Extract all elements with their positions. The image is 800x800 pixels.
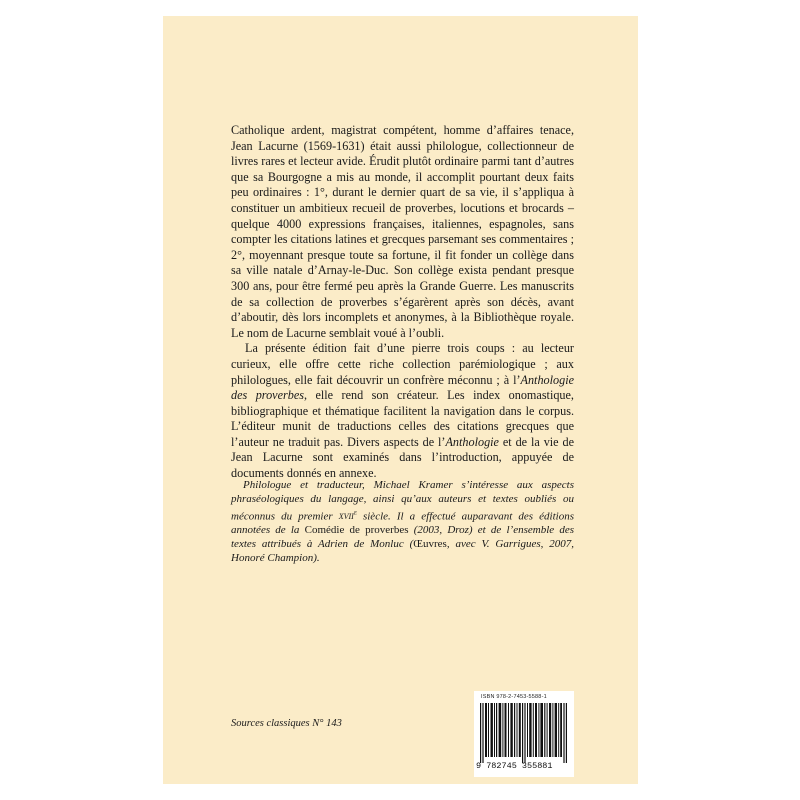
isbn-label: ISBN 978-2-7453-5588-1 xyxy=(481,694,547,700)
century-numeral xyxy=(339,510,357,522)
summary-paragraph-1: Catholique ardent, magistrat compétent, homme d’affaires tenace, Jean Lacurne (1569-1631) était aussi philologue, collectionneur de livres rares et lecteur avide. Érudit plutôt ordinaire parmi tant d’autres que sa Bourgogne a mis au monde, il accomplit pourtant deux faits peu ordinaires : 1°, durant le dernier quart de sa vie, il s’appliqua à constituer un ambitieux recueil de proverbes, locutions et brocards – quelque 4000 expressions françaises, italiennes, espagnoles, sans compter les citations latines et grecques parsemant ses commentaires ; 2°, moyennant presque toute sa fortune, il fit fonder un collège dans sa ville natale d’Arnay-le-Duc. Son collège exista pendant presque 300 ans, pour être fermé peu après la Grande Guerre. Les manuscrits de sa collection de proverbes s’égarèrent après son décès, avant d’aboutir, dès lors incomplets et anonymes, à la Bibliothèque royale. Le nom de Lacurne semblait voué à l’oubli. xyxy=(231,123,574,340)
bio-text-run: , avec V. Garrigues, 2007, Honoré Champion). xyxy=(231,537,574,564)
author-bio-paragraph xyxy=(231,479,574,565)
book-title-comedie-de-proverbes: Comédie de proverbes xyxy=(304,524,409,537)
bio-text-run: Philologue et traducteur, Michael Kramer s’intéresse aux aspects phraséologiques du langage, ainsi qu’aux auteurs et textes oubliés ou méconnus du premier xyxy=(231,479,574,523)
book-title-oeuvres: Œuvres xyxy=(413,537,447,550)
barcode xyxy=(474,691,574,777)
barcode-digits: 9 782745 355881 xyxy=(476,761,553,771)
century-superscript: e xyxy=(353,508,357,517)
book-back-cover xyxy=(163,16,638,784)
barcode-bars xyxy=(480,703,568,763)
book-title-anthologie: Anthologie xyxy=(445,434,499,449)
book-title-anthologie-des-proverbes: Anthologie des proverbes xyxy=(231,372,574,403)
author-bio xyxy=(231,479,574,565)
summary-paragraph-2 xyxy=(231,341,574,481)
series-label: Sources classiques N° 143 xyxy=(231,718,342,729)
summary-text-run: La présente édition fait d’une pierre trois coups : au lecteur curieux, elle offre cette riche collection parémiologique ; aux philologues, elle fait découvrir un confrère méconnu ; à l’ xyxy=(231,341,574,387)
summary-text-run: et de la vie de Jean Lacurne sont examinés dans l’introduction, appuyée de documents donnés en annexe. xyxy=(231,434,574,481)
century-text: xvii xyxy=(338,510,354,523)
summary-text xyxy=(231,123,574,482)
bio-text-run: (2003, Droz) et de l’ensemble des textes attribués à Adrien de Monluc ( xyxy=(231,524,575,550)
summary-text-run: , elle rend son créateur. Les index onomastique, bibliographique et thématique facilitent la navigation dans le corpus. L’éditeur munit de traductions celles des citations grecques que l’auteur ne traduit pas. Divers aspects de l’ xyxy=(231,388,574,449)
bio-text-run: siècle. Il a effectué auparavant des éditions annotées de la xyxy=(231,510,574,537)
